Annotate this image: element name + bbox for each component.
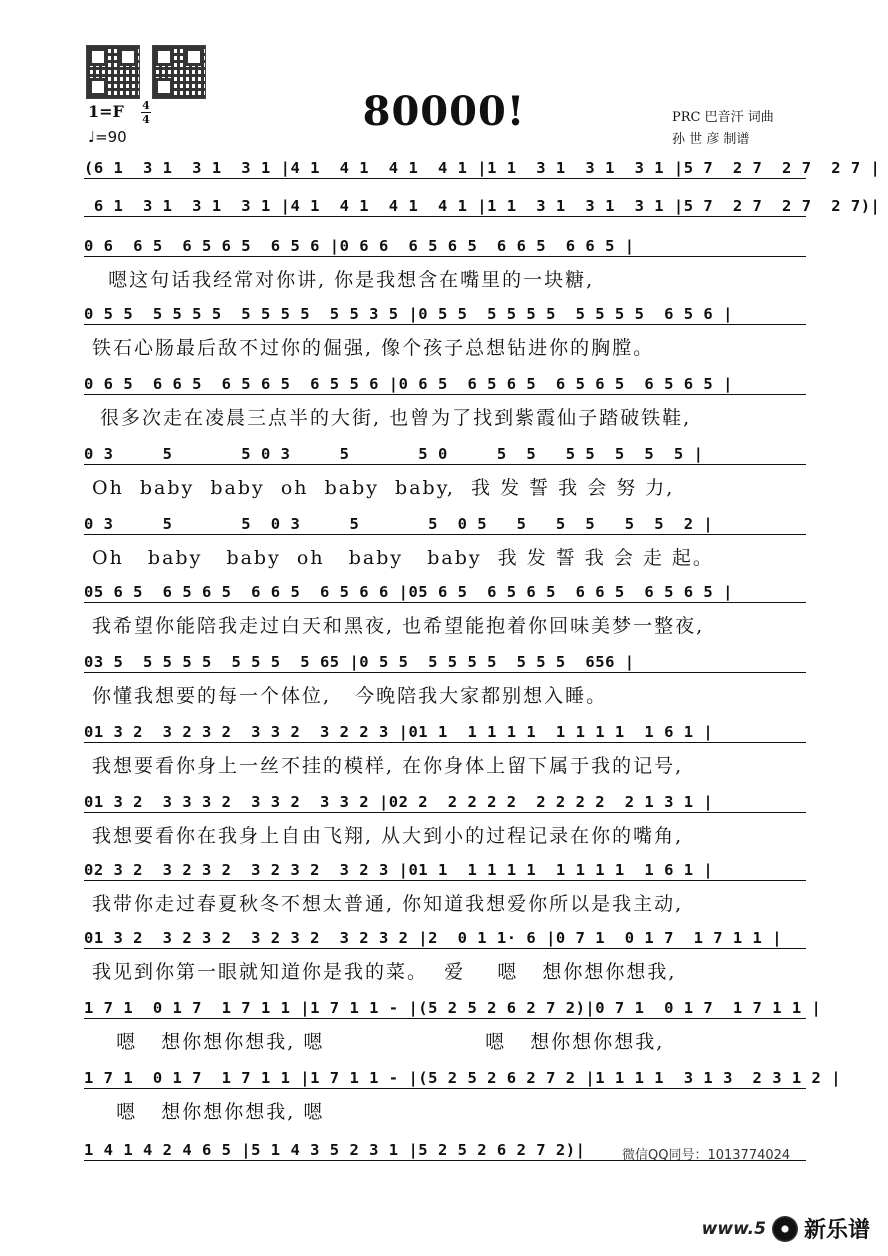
time-signature-top: 4 (142, 99, 150, 112)
lyric-line: 我希望你能陪我走过白天和黑夜, 也希望能抱着你回味美梦一整夜, (92, 615, 705, 637)
lyric-line: 嗯这句话我经常对你讲, 你是我想含在嘴里的一块糖, (92, 269, 595, 291)
notation-row: (6 1 3 1 3 1 3 1 |4 1 4 1 4 1 4 1 |1 1 3 1 3 1 3 1 |5 7 2 7 2 7 2 7 | (84, 159, 881, 177)
lyric-line: 嗯 想你想你想我, 嗯 嗯 想你想你想我, (92, 1031, 665, 1053)
lyric-line: 我带你走过春夏秋冬不想太普通, 你知道我想爱你所以是我主动, (92, 893, 684, 915)
notation-row: 03 5 5 5 5 5 5 5 5 5 65 |0 5 5 5 5 5 5 5 5 5 656 | (84, 652, 806, 673)
credit-transcriber: 孙 世 彦 制谱 (672, 132, 750, 147)
lyric-line: 我想要看你身上一丝不挂的模样, 在你身体上留下属于我的记号, (92, 755, 684, 777)
lyric-line: Oh baby baby oh baby baby 我 发 誓 我 会 走 起。 (92, 547, 714, 569)
notation-row: 0 3 5 5 0 3 5 5 0 5 5 5 5 5 5 5 | (84, 444, 806, 465)
lyric-line: 嗯 想你想你想我, 嗯 (92, 1101, 325, 1123)
notation-row: 1 4 1 4 2 4 6 5 |5 1 4 3 5 2 3 1 |5 2 5 2 6 2 7 2)| (84, 1140, 806, 1161)
notation-row: 1 7 1 0 1 7 1 7 1 1 |1 7 1 1 - |(5 2 5 2 6 2 7 2 |1 1 1 1 3 1 3 2 3 1 2 | (84, 1069, 842, 1087)
wechat-contact: 微信QQ同号：1013774024 (622, 1148, 791, 1163)
notation-row: 0 5 5 5 5 5 5 5 5 5 5 5 5 3 5 |0 5 5 5 5 5 5 5 5 5 5 6 5 6 | (84, 304, 806, 325)
record-disc-icon (772, 1216, 798, 1242)
key-signature: 1=F (88, 102, 124, 121)
lyric-line: Oh baby baby oh baby baby, 我 发 誓 我 会 努 力, (92, 477, 675, 499)
notation-row: 01 3 2 3 3 3 2 3 3 2 3 3 2 |02 2 2 2 2 2 2 2 2 2 2 1 3 1 | (84, 792, 806, 813)
song-title: 80000! (362, 88, 526, 135)
notation-row: 1 7 1 0 1 7 1 7 1 1 |1 7 1 1 - |(5 2 5 2 6 2 7 2)|0 7 1 0 1 7 1 7 1 1 | (84, 999, 822, 1017)
site-url: www.5 (701, 1218, 766, 1239)
lyric-line: 铁石心肠最后敌不过你的倔强, 像个孩子总想钻进你的胸膛。 (92, 337, 655, 359)
site-brand (702, 1213, 870, 1244)
notation-row: 6 1 3 1 3 1 3 1 |4 1 4 1 4 1 4 1 |1 1 3 1 3 1 3 1 |5 7 2 7 2 7 2 7)| (84, 197, 881, 215)
notation-row: 02 3 2 3 2 3 2 3 2 3 2 3 2 3 |01 1 1 1 1 1 1 1 1 1 1 6 1 | (84, 860, 806, 881)
notation-row: 0 3 5 5 0 3 5 5 0 5 5 5 5 5 5 2 | (84, 514, 806, 535)
credit-lyrics-music: PRC 巴音汗 词曲 (672, 110, 774, 125)
lyric-line: 我见到你第一眼就知道你是我的菜。 爱 嗯 想你想你想我, (92, 961, 677, 983)
notation-row: 05 6 5 6 5 6 5 6 6 5 6 5 6 6 |05 6 5 6 5 6 5 6 6 5 6 5 6 5 | (84, 582, 806, 603)
notation-row: 01 3 2 3 2 3 2 3 2 3 2 3 2 3 2 |2 0 1 1· 6 |0 7 1 0 1 7 1 7 1 1 | (84, 928, 806, 949)
notation-row: 01 3 2 3 2 3 2 3 3 2 3 2 2 3 |01 1 1 1 1 1 1 1 1 1 1 6 1 | (84, 722, 806, 743)
brand-name: 新乐谱 (803, 1218, 870, 1243)
notation-row: 0 6 6 5 6 5 6 5 6 5 6 |0 6 6 6 5 6 5 6 6 5 6 6 5 | (84, 236, 806, 257)
lyric-line: 我想要看你在我身上自由飞翔, 从大到小的过程记录在你的嘴角, (92, 825, 684, 847)
time-signature-bottom: 4 (142, 113, 150, 126)
notation-row: 0 6 5 6 6 5 6 5 6 5 6 5 5 6 |0 6 5 6 5 6 5 6 5 6 5 6 5 6 5 | (84, 374, 806, 395)
lyric-line: 你懂我想要的每一个体位, 今晚陪我大家都别想入睡。 (92, 685, 608, 707)
lyric-line: 很多次走在凌晨三点半的大街, 也曾为了找到紫霞仙子踏破铁鞋, (92, 407, 692, 429)
tempo-marking: ♩=90 (88, 128, 127, 146)
